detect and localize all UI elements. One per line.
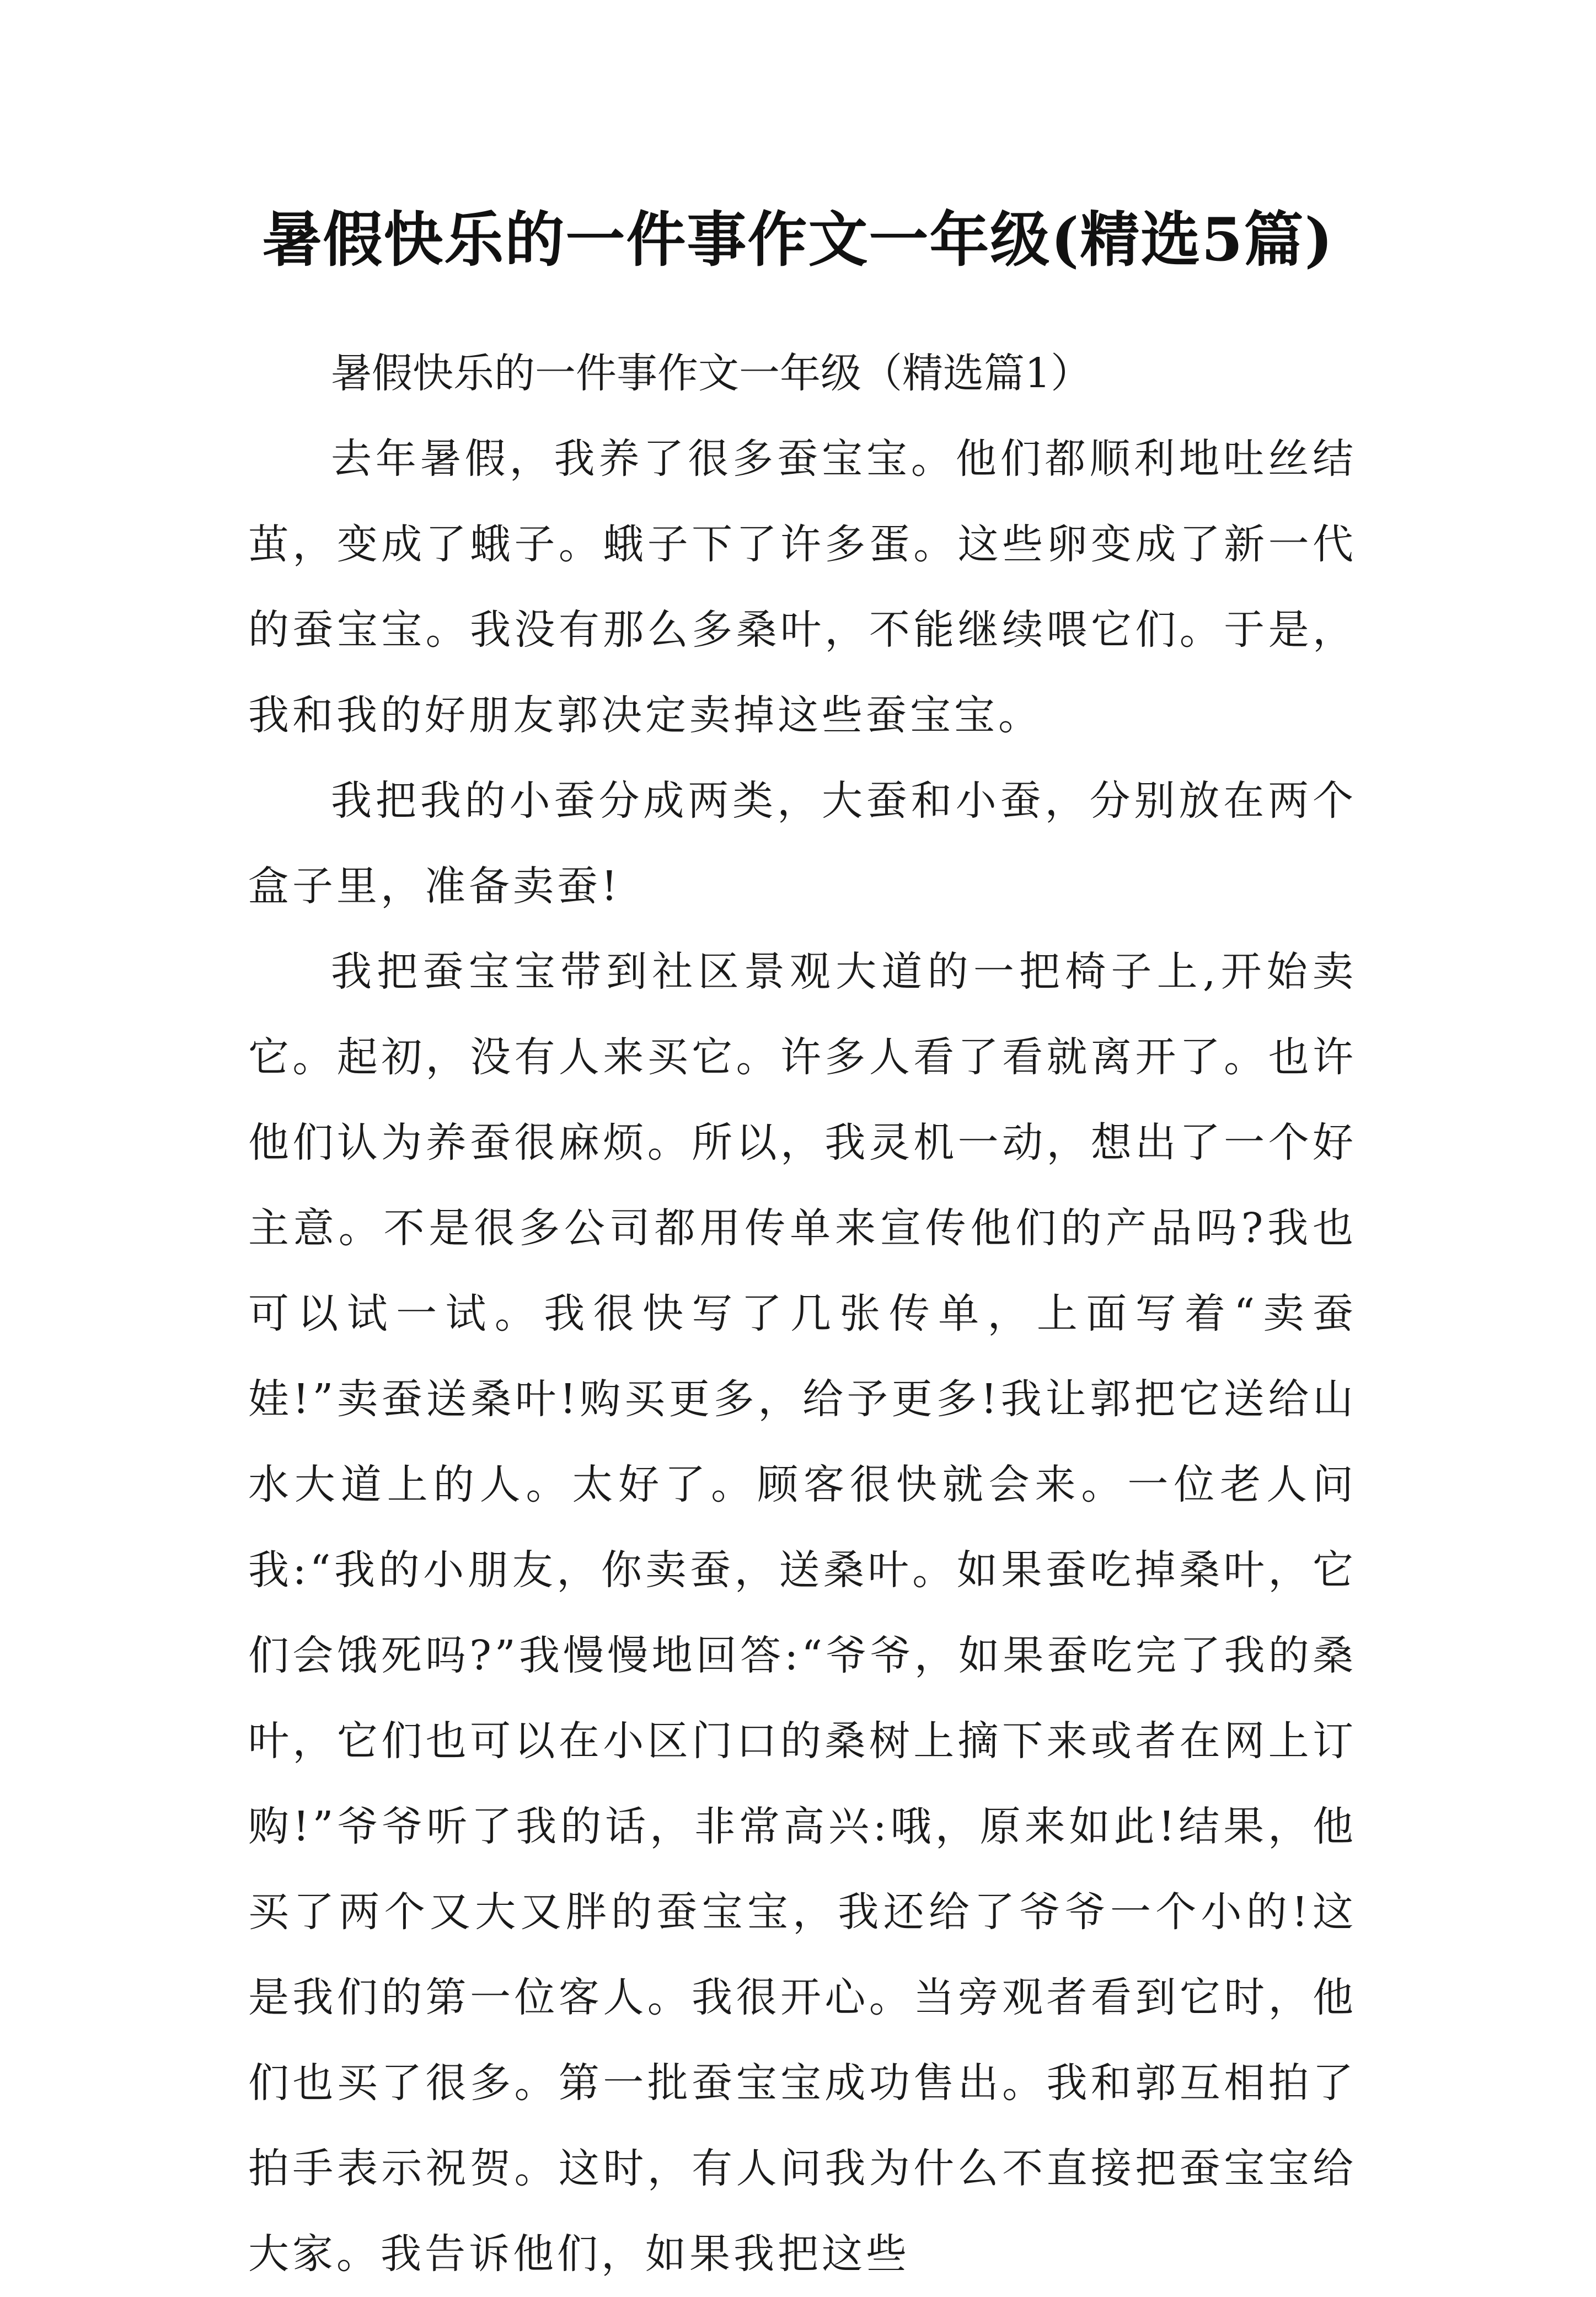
document-body bbox=[248, 331, 1357, 2297]
paragraph-3: 我把蚕宝宝带到社区景观大道的一把椅子上,开始卖它。起初，没有人来买它。许多人看了看就离开了。也许他们认为养蚕很麻烦。所以，我灵机一动，想出了一个好主意。不是很多公司都用传单来宣传他们的产品吗?我也可以试一试。我很快写了几张传单，上面写着“卖蚕娃!”卖蚕送桑叶!购买更多，给予更多!我让郭把它送给山水大道上的人。太好了。顾客很快就会来。一位老人问我:“我的小朋友，你卖蚕，送桑叶。如果蚕吃掉桑叶，它们会饿死吗?”我慢慢地回答:“爷爷，如果蚕吃完了我的桑叶，它们也可以在小区门口的桑树上摘下来或者在网上订购!”爷爷听了我的话，非常高兴:哦，原来如此!结果，他买了两个又大又胖的蚕宝宝，我还给了爷爷一个小的!这是我们的第一位客人。我很开心。当旁观者看到它时，他们也买了很多。第一批蚕宝宝成功售出。我和郭互相拍了拍手表示祝贺。这时，有人问我为什么不直接把蚕宝宝给大家。我告诉他们，如果我把这些 bbox=[248, 948, 1357, 2278]
document-title: 暑假快乐的一件事作文一年级(精选5篇) bbox=[262, 205, 1334, 275]
section-heading: 暑假快乐的一件事作文一年级（精选篇1） bbox=[331, 350, 1092, 397]
paragraph-2: 我把我的小蚕分成两类，大蚕和小蚕，分别放在两个盒子里，准备卖蚕! bbox=[248, 777, 1357, 910]
paragraph-1: 去年暑假，我养了很多蚕宝宝。他们都顺利地吐丝结茧，变成了蛾子。蛾子下了许多蛋。这些卵变成了新一代的蚕宝宝。我没有那么多桑叶，不能继续喂它们。于是，我和我的好朋友郭决定卖掉这些蚕宝宝。 bbox=[248, 435, 1357, 739]
